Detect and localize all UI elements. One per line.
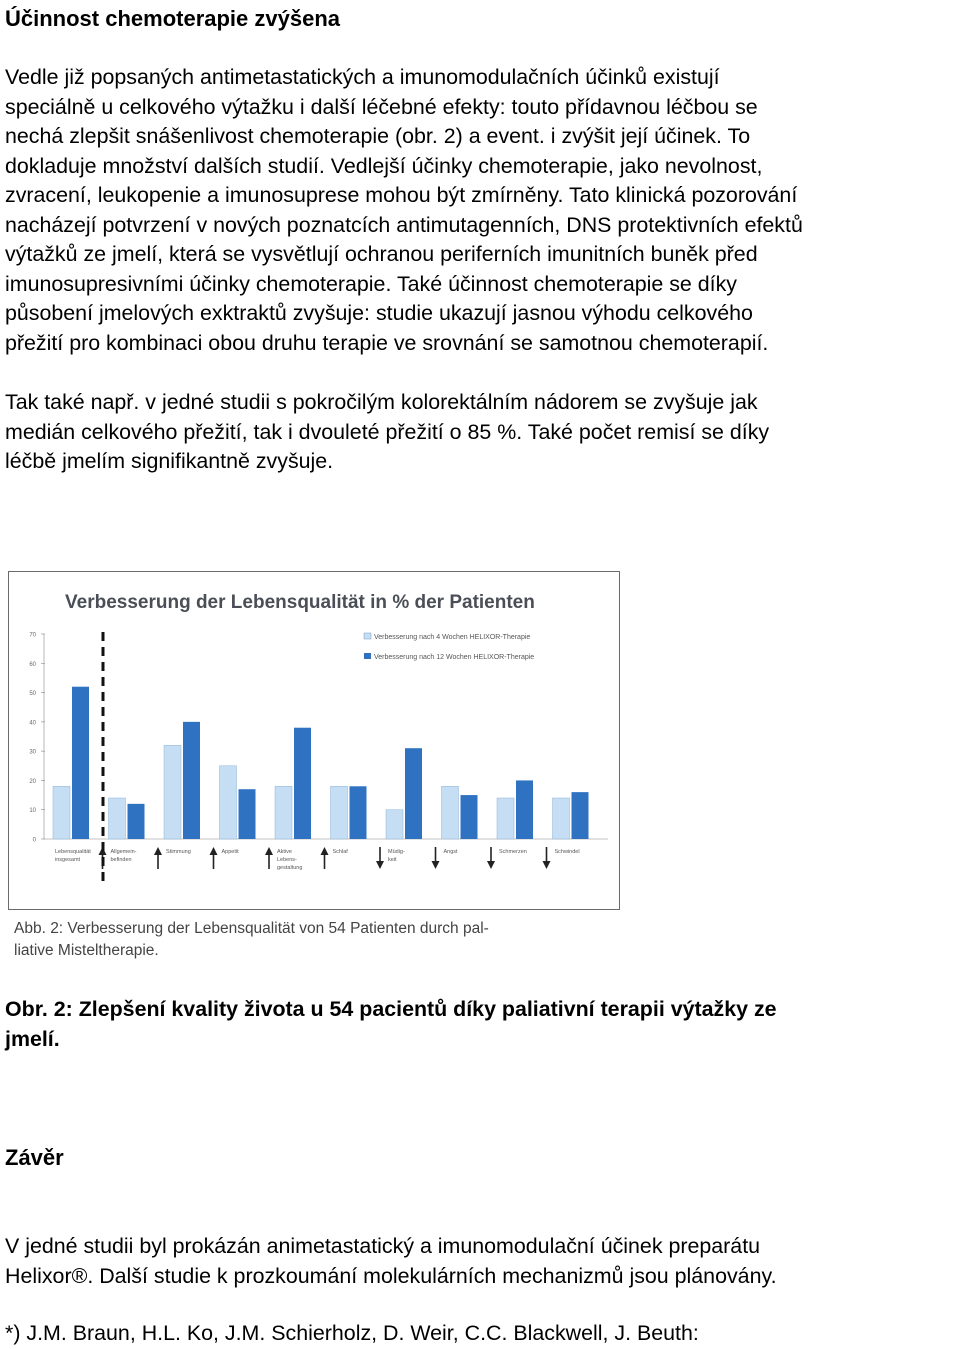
bar-4-weeks [553, 798, 570, 839]
category-label: Stimmung [166, 849, 191, 855]
text-line: zvracení, leukopenie a imunosuprese mohou být zmírněny. Tato klinická pozorování [5, 183, 798, 207]
category-label: Appetit [221, 849, 239, 855]
bar-4-weeks [220, 766, 237, 839]
bar-4-weeks [442, 786, 459, 839]
chart-frame [9, 572, 620, 910]
bar-12-weeks [72, 687, 89, 839]
category-label: keit [388, 857, 397, 863]
text-line: nacházejí potvrzení v nových poznatcích antimutagenních, DNS protektivních efektů [5, 212, 803, 237]
bar-12-weeks [294, 728, 311, 839]
bar-12-weeks [572, 792, 589, 839]
bar-12-weeks [461, 795, 478, 839]
bar-4-weeks [164, 745, 181, 839]
category-label: Müdig- [388, 849, 405, 855]
category-label: Schmerzen [499, 849, 527, 855]
y-tick-label: 20 [29, 778, 36, 785]
quality-of-life-chart-figure [8, 571, 620, 963]
text-line: Vedle již popsaných antimetastatických a imunomodulačních účinků existují [5, 65, 720, 89]
section-heading-efficacy: Účinnost chemoterapie zvýšena [5, 6, 341, 31]
caption-line: Obr. 2: Zlepšení kvality života u 54 pacientů díky paliativní terapii výtažky ze [5, 997, 777, 1021]
y-tick-label: 40 [29, 720, 36, 727]
text-line: působení jmelových exktraktů zvyšuje: studie ukazují jasnou výhodu celkového [5, 301, 753, 325]
category-label: Lebens- [277, 857, 297, 863]
y-tick-label: 10 [29, 808, 36, 815]
bar-4-weeks [497, 798, 514, 839]
text-line: léčbě jmelím signifikantně zvyšuje. [5, 449, 334, 473]
y-tick-label: 50 [29, 691, 36, 698]
text-line: Tak také např. v jedné studii s pokročilým kolorektálním nádorem se zvyšuje jak [5, 390, 758, 414]
y-tick-label: 70 [29, 632, 36, 639]
bar-4-weeks [275, 786, 292, 839]
text-line: přežití pro kombinaci obou druhu terapie ve srovnání se samotnou chemoterapií. [5, 330, 769, 355]
legend-swatch-12w [364, 653, 371, 659]
category-label: Angst [443, 849, 458, 855]
category-label: befinden [110, 857, 132, 863]
category-label: Schwindel [554, 849, 580, 855]
bar-12-weeks [183, 722, 200, 839]
caption-line: jmelí. [5, 1027, 60, 1051]
y-tick-label: 30 [29, 749, 36, 756]
bar-12-weeks [516, 780, 533, 839]
paragraph-study [5, 388, 960, 477]
figure-caption-line: Abb. 2: Verbesserung der Lebensqualität von 54 Patienten durch pal- [14, 920, 489, 937]
chart-title: Verbesserung der Lebensqualität in % der Patienten [65, 592, 535, 613]
legend-label-12w: Verbesserung nach 12 Wochen HELIXOR-Therapie [374, 654, 535, 661]
figure-caption-cz [5, 994, 955, 1054]
category-label: Lebensqualität [55, 849, 91, 855]
category-label: gestaltung [277, 865, 303, 871]
category-label: Aktive [277, 849, 292, 855]
category-label: Schlaf [332, 849, 348, 855]
figure-caption-line: liative Misteltherapie. [14, 942, 159, 959]
text-line: imunosupresivními účinky chemoterapie. Také účinnost chemoterapie se díky [5, 271, 738, 296]
bar-12-weeks [239, 789, 256, 839]
bar-4-weeks [53, 786, 70, 839]
paragraph-conclusion [5, 1232, 960, 1291]
authors-line: *) J.M. Braun, H.L. Ko, J.M. Schierholz, D. Weir, C.C. Blackwell, J. Beuth: [5, 1321, 699, 1345]
text-line: výtažků ze jmelí, která se vysvětlují ochranou periferních imunitních buněk před [5, 242, 758, 266]
text-line: speciálně u celkového výtažku i další léčebné efekty: touto přídavnou léčbou se [5, 94, 758, 119]
bar-12-weeks [128, 804, 145, 839]
text-line: dokladuje množství dalších studií. Vedlejší účinky chemoterapie, jako nevolnost, [5, 153, 763, 178]
legend-swatch-4w [364, 633, 371, 639]
bar-4-weeks [331, 786, 348, 839]
text-line: medián celkového přežití, tak i dvouleté přežití o 85 %. Také počet remisí se díky [5, 419, 770, 444]
bar-12-weeks [350, 786, 367, 839]
y-tick-label: 0 [32, 837, 36, 844]
bar-12-weeks [405, 748, 422, 839]
text-line: V jedné studii byl prokázán animetastatický a imunomodulační účinek preparátu [5, 1234, 761, 1258]
section-heading-conclusion: Závěr [5, 1145, 64, 1170]
category-label: Allgemein- [110, 849, 137, 855]
text-line: nechá zlepšit snášenlivost chemoterapie (obr. 2) a event. i zvýšit její účinek. To [5, 124, 751, 148]
bar-4-weeks [109, 798, 126, 839]
legend-label-4w: Verbesserung nach 4 Wochen HELIXOR-Therapie [374, 634, 531, 641]
bar-4-weeks [386, 810, 403, 839]
category-label: insgesamt [55, 857, 81, 863]
text-line: Helixor®. Další studie k prozkoumání molekulárních mechanizmů jsou plánovány. [5, 1263, 777, 1288]
paragraph-efficacy [5, 63, 960, 358]
y-tick-label: 60 [29, 661, 36, 668]
